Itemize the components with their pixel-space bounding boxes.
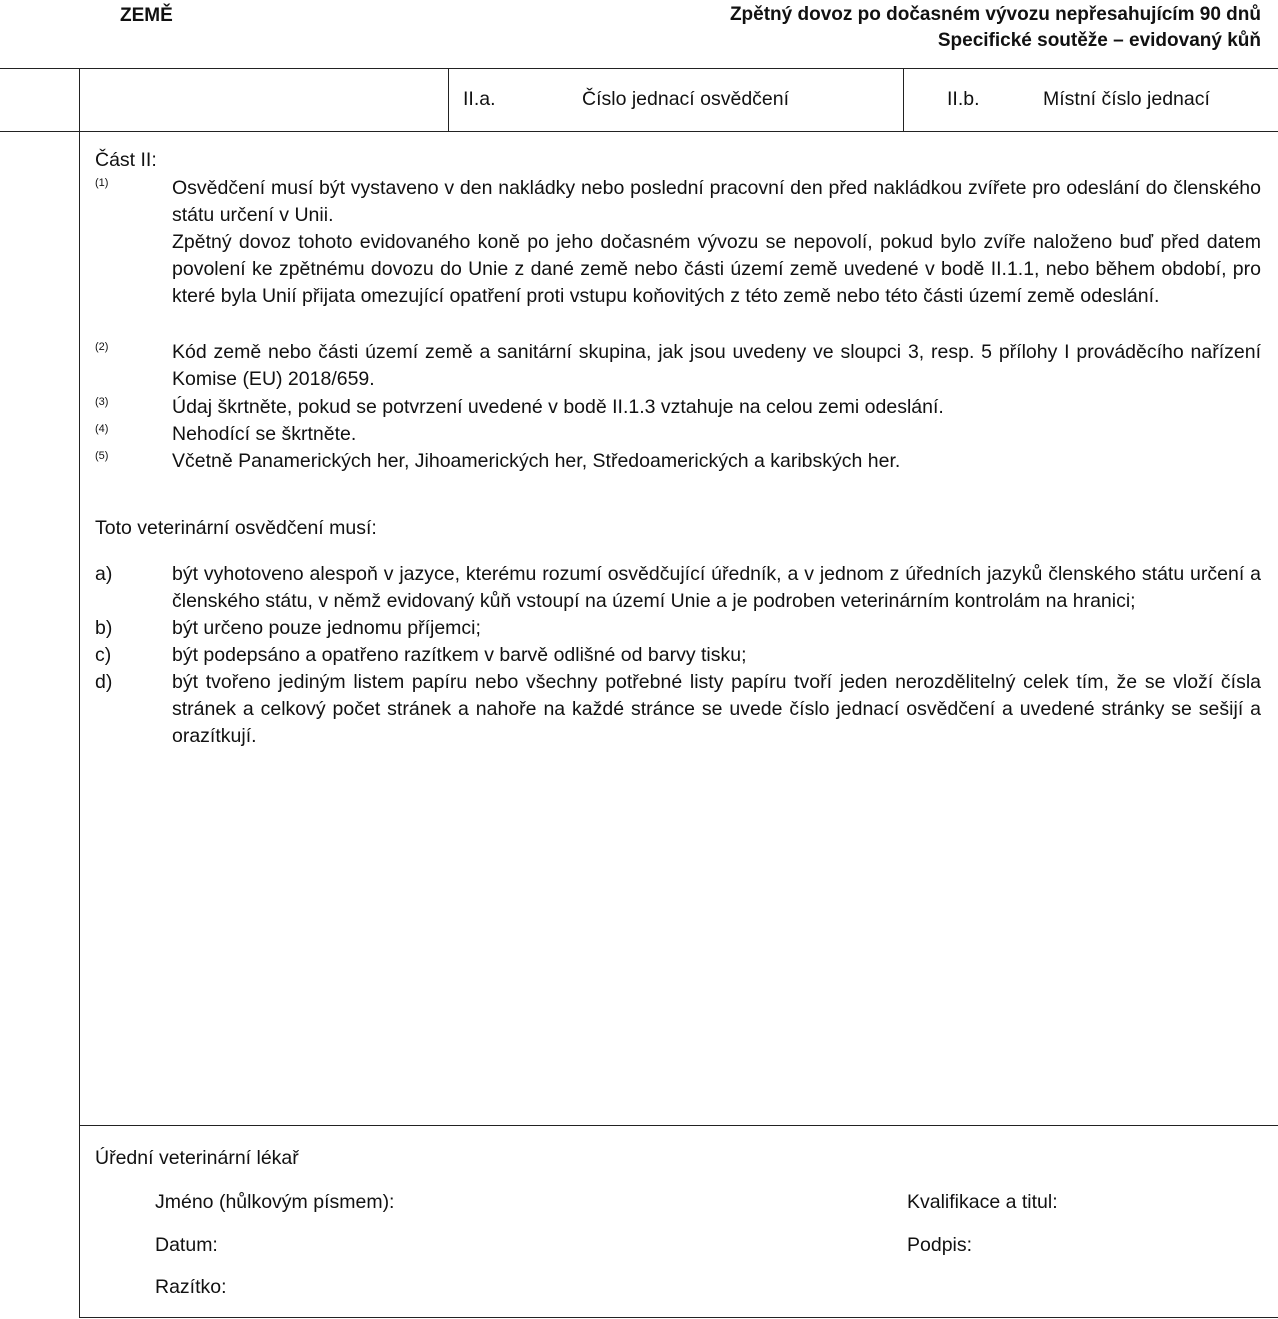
requirements-list — [95, 561, 1261, 750]
ref-cell-local-number — [903, 69, 1278, 131]
requirement-a — [95, 561, 1261, 615]
document-title — [730, 2, 1261, 54]
requirement-label: b) — [95, 617, 113, 639]
footnote-text: Kód země nebo části území země a sanitární skupina, jak jsou uvedeny ve sloupci 3, resp. 5 přílohy I prováděcího nařízení Komise (EU) 2018/659. — [172, 341, 1261, 390]
signature-divider — [79, 1125, 1278, 1126]
ii-b-code: II.b. — [947, 88, 980, 110]
ref-cell-certificate-number — [448, 69, 904, 131]
footnote-text: Zpětný dovoz tohoto evidovaného koně po jeho dočasném vývozu se nepovolí, pokud bylo zvíře naloženo buď před datem povolení ke zpětnému dovozu do Unie z dané země nebo části území země uvedené v bodě II.1.1, nebo během období, pro které byla Unií přijata omezující opatření proti vstupu koňovitých z této země nebo této části území země odeslání. — [172, 231, 1261, 307]
footnote-number: (2) — [95, 341, 109, 353]
footnote-4 — [95, 421, 1261, 448]
part-label: Část II: — [95, 149, 157, 171]
requirement-c — [95, 642, 1261, 669]
footnote-number: (1) — [95, 177, 109, 189]
footnote-text: Údaj škrtněte, pokud se potvrzení uvedené v bodě II.1.3 vztahuje na celou zemi odeslání. — [172, 396, 944, 418]
ii-b-label: Místní číslo jednací — [1043, 88, 1210, 110]
requirement-label: a) — [95, 563, 113, 585]
requirements-intro: Toto veterinární osvědčení musí: — [95, 517, 377, 539]
requirement-text: být vyhotoveno alespoň v jazyce, kterému rozumí osvědčující úředník, a v jednom z úředních jazyků členského státu určení a členského státu, v němž evidovaný kůň vstoupí na území Unie a je podroben veterinárním kontrolám na hranici; — [172, 563, 1261, 612]
requirement-label: c) — [95, 644, 112, 666]
document-title-line-2: Specifické soutěže – evidovaný kůň — [937, 30, 1261, 51]
requirement-text: být určeno pouze jednomu příjemci; — [172, 617, 481, 639]
footnote-text: Osvědčení musí být vystaveno v den nakládky nebo poslední pracovní den před nakládkou zvířete pro odeslání do členského státu určení v Unii. — [172, 177, 1261, 226]
ii-a-label: Číslo jednací osvědčení — [582, 88, 790, 110]
ref-cell-empty — [79, 69, 449, 131]
requirement-text: být tvořeno jediným listem papíru nebo všechny potřebné listy papíru tvoří jeden nerozdělitelný celek tím, že se vloží čísla stránek a celkový počet stránek a nahoře na každé stránce se uvede číslo jednací osvědčení a uvedené stránky se sešijí a orazítkují. — [172, 671, 1261, 747]
footnote-3 — [95, 394, 1261, 421]
requirement-text: být podepsáno a opatřeno razítkem v barvě odlišné od barvy tisku; — [172, 644, 747, 666]
footnote-1 — [95, 175, 1261, 310]
reference-number-row — [0, 68, 1278, 132]
requirement-b — [95, 615, 1261, 642]
date-field-label: Datum: — [155, 1234, 218, 1256]
requirement-label: d) — [95, 671, 113, 693]
footnote-number: (4) — [95, 423, 109, 435]
qualification-field-label: Kvalifikace a titul: — [907, 1191, 1058, 1213]
signature-field-label: Podpis: — [907, 1234, 973, 1256]
footnote-number: (5) — [95, 450, 109, 462]
requirement-d — [95, 669, 1261, 750]
footnote-text: Včetně Panamerických her, Jihoamerických her, Středoamerických a karibských her. — [172, 450, 901, 472]
document-title-line-1: Zpětný dovoz po dočasném vývozu nepřesahujícím 90 dnů — [729, 4, 1261, 25]
footnote-text: Nehodící se škrtněte. — [172, 423, 357, 445]
stamp-field-label: Razítko: — [155, 1276, 227, 1298]
name-field-label: Jméno (hůlkovým písmem): — [155, 1191, 395, 1213]
footnote-number: (3) — [95, 396, 109, 408]
footnote-5 — [95, 448, 1261, 475]
ii-a-code: II.a. — [463, 88, 496, 110]
footnote-2 — [95, 339, 1261, 393]
official-veterinarian-title: Úřední veterinární lékař — [95, 1147, 299, 1169]
country-label: ZEMĚ — [120, 5, 173, 26]
